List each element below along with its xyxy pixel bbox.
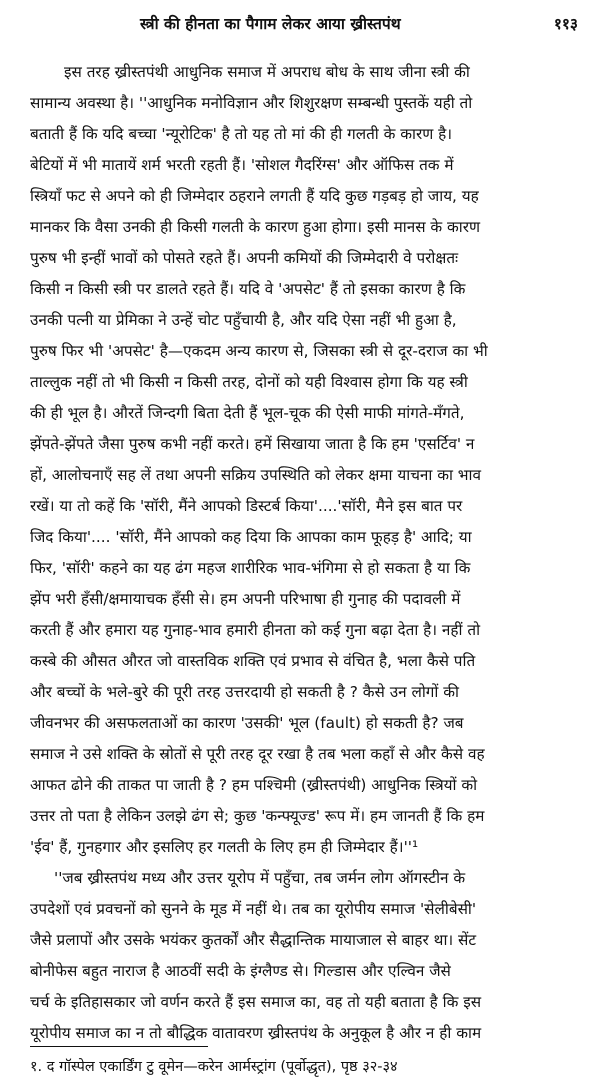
- text-line: उत्तर तो पता है लेकिन उलझे ढंग से; कुछ 'कन्फ्यूज्ड' रूप में। हम जानती हैं कि हम: [30, 807, 485, 825]
- text-line: मानकर कि वैसा उनकी ही किसी गलती के कारण हुआ होगा। इसी मानस के कारण: [30, 218, 481, 236]
- text-line: और बच्चों के भले-बुरे की पूरी तरह उत्तरदायी हो सकती है ? कैसे उन लोगों की: [30, 683, 459, 701]
- text-line: समाज ने उसे शक्ति के स्रोतों से पूरी तरह दूर रखा है तब भला कहाँ से और कैसे वह: [30, 745, 485, 763]
- text-line: ''जब ख्रीस्तपंथ मध्य और उत्तर यूरोप में पहुँचा, तब जर्मन लोग ऑगस्टीन के: [54, 869, 466, 887]
- text-line: 'ईव' हैं, गुनहगार और इसलिए हर गलती के लिए हम ही जिम्मेदार हैं।''¹: [30, 838, 419, 856]
- text-line: ताल्लुक नहीं तो भी किसी न किसी तरह, दोनों को यही विश्वास होगा कि यह स्त्री: [30, 373, 468, 391]
- text-line: करती हैं और हमारा यह गुनाह-भाव हमारी हीनता को कई गुना बढ़ा देता है। नहीं तो: [30, 621, 481, 639]
- text-line: रखें। या तो कहें कि 'सॉरी, मैंने आपको डिस्टर्ब किया'....'सॉरी, मैने इस बात पर: [30, 497, 463, 515]
- footnote-divider: [30, 1046, 208, 1047]
- text-line: जैसे प्रलापों और उसके भयंकर कुतर्कों और सैद्धान्तिक मायाजाल से बाहर था। सेंट: [30, 931, 477, 949]
- page-number: ११३: [553, 15, 578, 33]
- text-line: उपदेशों एवं प्रवचनों को सुनने के मूड में नहीं थे। तब का यूरोपीय समाज 'सेलीबेसी': [30, 900, 477, 918]
- text-line: पुरुष भी इन्हीं भावों को पोसते रहते हैं। अपनी कमियों की जिम्मेदारी वे परोक्षतः: [30, 249, 459, 267]
- text-line: पुरुष फिर भी 'अपसेट' है—एकदम अन्य कारण से, जिसका स्त्री से दूर-दराज का भी: [30, 342, 488, 360]
- text-line: फिर, 'सॉरी' कहने का यह ढंग महज शारीरिक भाव-भंगिमा से हो सकता है या कि: [30, 559, 471, 577]
- text-line: जीवनभर की असफलताओं का कारण 'उसकी' भूल (fault) हो सकती है? जब: [30, 714, 464, 732]
- text-line: जिद किया'.... 'सॉरी, मैंने आपको कह दिया कि आपका काम फूहड़ है' आदि; या: [30, 528, 472, 546]
- text-line: बताती हैं कि यदि बच्चा 'न्यूरोटिक' है तो यह तो मां की ही गलती के कारण है।: [30, 125, 453, 143]
- text-line: किसी न किसी स्त्री पर डालते रहते हैं। यदि वे 'अपसेट' हैं तो इसका कारण है कि: [30, 280, 466, 298]
- text-line: झेंपते-झेंपते जैसा पुरुष कभी नहीं करते। हमें सिखाया जाता है कि हम 'एसर्टिव' न: [30, 435, 475, 453]
- text-line: स्त्रियाँ फट से अपने को ही जिम्मेदार ठहराने लगती हैं यदि कुछ गड़बड़ हो जाय, यह: [30, 187, 479, 205]
- text-line: बेटियों में भी मातायें शर्म भरती रहती हैं। 'सोशल गैदरिंग्स' और ऑफिस तक में: [30, 156, 454, 174]
- text-line: हों, आलोचनाएँ सह लें तथा अपनी सक्रिय उपस्थिति को लेकर क्षमा याचना का भाव: [30, 466, 482, 484]
- text-line: सामान्य अवस्था है। ''आधुनिक मनोविज्ञान और शिशुरक्षण सम्बन्धी पुस्तकें यही तो: [30, 94, 473, 112]
- text-line: चर्च के इतिहासकार जो वर्णन करते हैं इस समाज का, वह तो यही बताता है कि इस: [30, 993, 482, 1011]
- text-line: आफत ढोने की ताकत पा जाती है ? हम पश्चिमी (ख्रीस्तपंथी) आधुनिक स्त्रियों को: [30, 776, 478, 794]
- text-line: झेंप भरी हँसी/क्षमायाचक हँसी से। हम अपनी परिभाषा ही गुनाह की पदावली में: [30, 590, 461, 608]
- footnote: १. द गॉस्पेल एकार्डिंग टु वूमेन—करेन आर्मस्ट्रांग (पूर्वोद्धृत), पृष्ठ ३२-३४: [30, 1059, 398, 1075]
- text-line: इस तरह ख्रीस्तपंथी आधुनिक समाज में अपराध बोध के साथ जीना स्त्री की: [64, 63, 470, 81]
- text-line: की ही भूल है। औरतें जिन्दगी बिता देती हैं भूल-चूक की ऐसी माफी मांगते-मँगते,: [30, 404, 465, 422]
- text-line: यूरोपीय समाज का न तो बौद्धिक वातावरण ख्रीस्तपंथ के अनुकूल है और न ही काम: [30, 1024, 482, 1042]
- text-line: कस्बे की औसत औरत जो वास्तविक शक्ति एवं प्रभाव से वंचित है, भला कैसे पति: [30, 652, 476, 670]
- running-head-title: स्त्री की हीनता का पैगाम लेकर आया ख्रीस्तपंथ: [140, 15, 401, 33]
- text-line: उनकी पत्नी या प्रेमिका ने उन्हें चोट पहुँचायी है, और यदि ऐसा नहीं भी हुआ है,: [30, 311, 457, 329]
- running-header: [18, 8, 582, 38]
- text-line: बोनीफेस बहुत नाराज है आठवीं सदी के इंग्लैण्ड से। गिल्डास और एल्विन जैसे: [30, 962, 451, 980]
